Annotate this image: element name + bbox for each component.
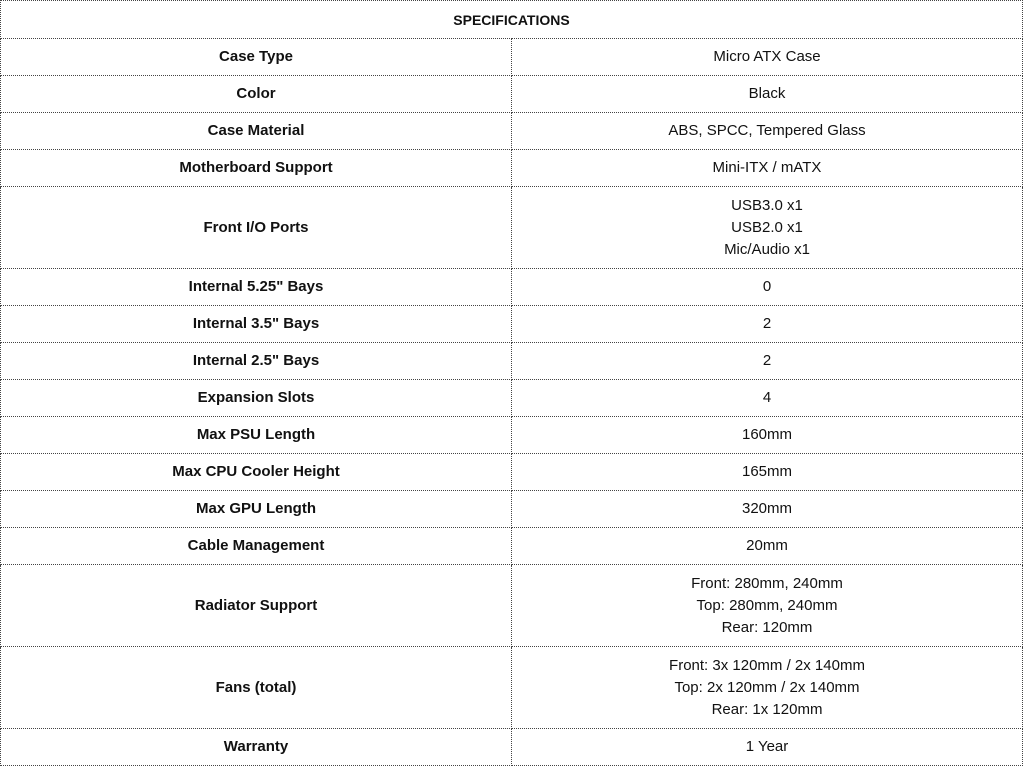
spec-label: Expansion Slots [1, 380, 512, 417]
spec-value [512, 269, 1023, 306]
spec-value-line: Top: 2x 120mm / 2x 140mm [674, 678, 860, 696]
spec-value-line: 20mm [746, 537, 788, 554]
table-row [1, 380, 1023, 417]
table-body [1, 39, 1023, 766]
spec-label: Max CPU Cooler Height [1, 454, 512, 491]
spec-label: Motherboard Support [1, 150, 512, 187]
spec-value [512, 76, 1023, 113]
spec-value-line: Mic/Audio x1 [724, 240, 810, 258]
spec-label: Internal 3.5" Bays [1, 306, 512, 343]
table-row [1, 491, 1023, 528]
spec-value-line: Front: 280mm, 240mm [691, 574, 843, 592]
spec-value [512, 729, 1023, 766]
spec-value [512, 306, 1023, 343]
spec-label: Cable Management [1, 528, 512, 565]
spec-value [512, 491, 1023, 528]
spec-label: Color [1, 76, 512, 113]
table-row [1, 113, 1023, 150]
spec-label: Max GPU Length [1, 491, 512, 528]
table-row [1, 647, 1023, 729]
spec-value-line: Rear: 120mm [721, 618, 813, 636]
table-row [1, 417, 1023, 454]
table-row [1, 39, 1023, 76]
spec-value [512, 380, 1023, 417]
spec-value-line: USB3.0 x1 [731, 196, 803, 214]
spec-label: Case Material [1, 113, 512, 150]
table-title: SPECIFICATIONS [1, 1, 1023, 39]
spec-value [512, 528, 1023, 565]
spec-value-line: 165mm [741, 463, 793, 480]
spec-value [512, 150, 1023, 187]
spec-value [512, 565, 1023, 647]
spec-value [512, 187, 1023, 269]
spec-value-line: ABS, SPCC, Tempered Glass [668, 122, 866, 139]
spec-value-line: 1 Year [745, 738, 789, 755]
spec-value [512, 647, 1023, 729]
spec-value-line: Micro ATX Case [713, 48, 821, 65]
spec-value-line: 0 [762, 278, 772, 295]
spec-label: Radiator Support [1, 565, 512, 647]
table-row [1, 306, 1023, 343]
spec-label: Internal 5.25" Bays [1, 269, 512, 306]
spec-value [512, 417, 1023, 454]
table-row [1, 729, 1023, 766]
spec-value-line: Front: 3x 120mm / 2x 140mm [669, 656, 865, 674]
spec-value [512, 113, 1023, 150]
table-row [1, 187, 1023, 269]
spec-value-line: 2 [762, 352, 772, 369]
spec-value-line: Rear: 1x 120mm [711, 700, 823, 718]
spec-value-line: 160mm [741, 426, 793, 443]
spec-label: Warranty [1, 729, 512, 766]
spec-label: Case Type [1, 39, 512, 76]
table-row [1, 269, 1023, 306]
spec-label: Fans (total) [1, 647, 512, 729]
table-row [1, 343, 1023, 380]
spec-value-line: 4 [762, 389, 772, 406]
table-row [1, 76, 1023, 113]
spec-value-line: Top: 280mm, 240mm [696, 596, 838, 614]
spec-value-line: USB2.0 x1 [731, 218, 803, 236]
table-header-row [1, 1, 1023, 39]
spec-value-line: Mini-ITX / mATX [712, 159, 822, 176]
spec-value-line: 2 [762, 315, 772, 332]
table-row [1, 565, 1023, 647]
spec-value [512, 454, 1023, 491]
table-row [1, 454, 1023, 491]
spec-value-line: Black [748, 85, 786, 102]
spec-value [512, 343, 1023, 380]
table-row [1, 528, 1023, 565]
spec-label: Internal 2.5" Bays [1, 343, 512, 380]
spec-label: Max PSU Length [1, 417, 512, 454]
spec-label: Front I/O Ports [1, 187, 512, 269]
spec-value-line: 320mm [741, 500, 793, 517]
spec-value [512, 39, 1023, 76]
table-row [1, 150, 1023, 187]
